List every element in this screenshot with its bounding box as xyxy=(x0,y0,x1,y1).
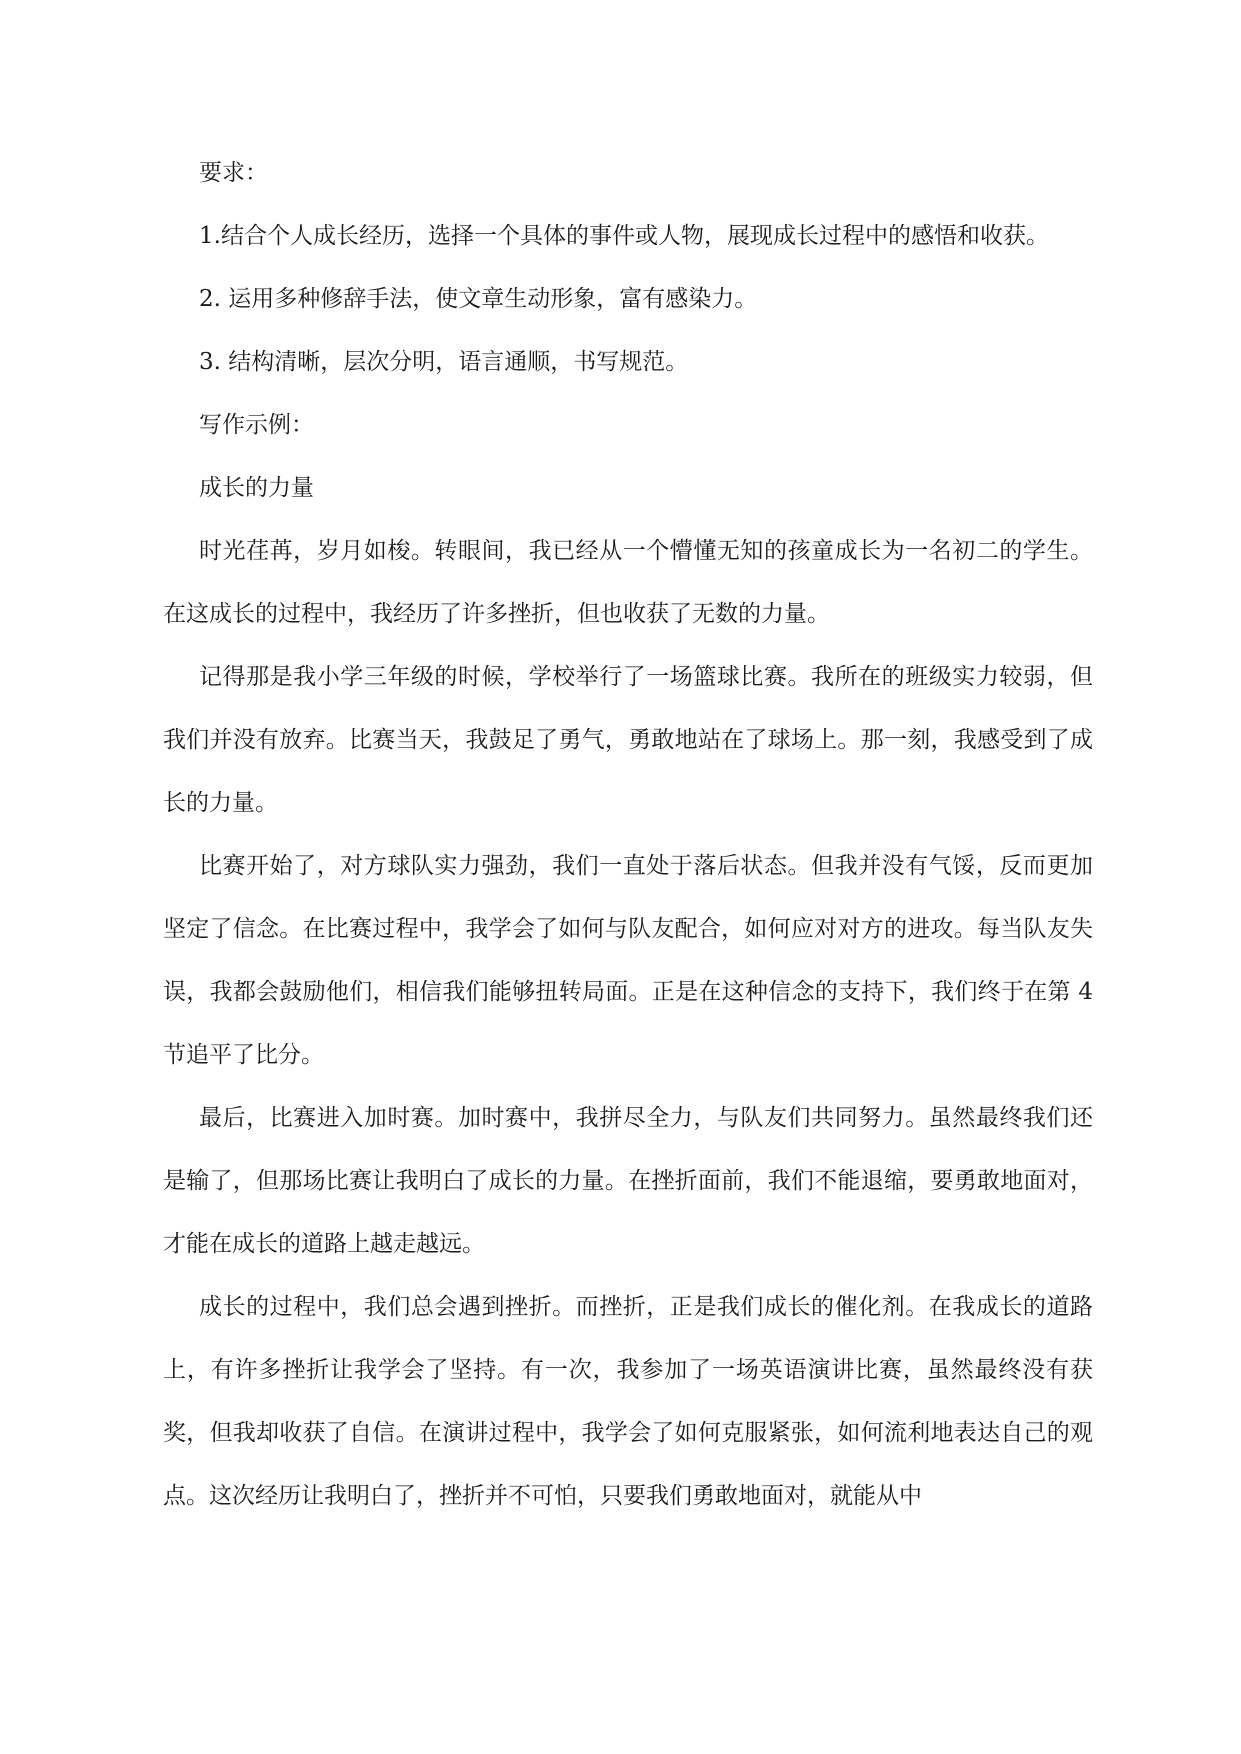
essay-title: 成长的力量 xyxy=(199,475,314,501)
requirements-heading: 要求： xyxy=(199,160,268,186)
requirement-item-1: 1.结合个人成长经历，选择一个具体的事件或人物，展现成长过程中的感悟和收获。 xyxy=(199,223,1049,249)
example-heading: 写作示例： xyxy=(199,412,314,438)
essay-paragraph-4: 最后，比赛进入加时赛。加时赛中，我拼尽全力，与队友们共同努力。虽然最终我们还是输了，但那场比赛让我明白了成长的力量。在挫折面前，我们不能退缩，要勇敢地面对，才能在成长的道路上越走越远。 xyxy=(163,1105,1093,1257)
requirement-item-2: 2. 运用多种修辞手法，使文章生动形象，富有感染力。 xyxy=(199,286,758,312)
essay-paragraph-1: 时光荏苒，岁月如梭。转眼间，我已经从一个懵懂无知的孩童成长为一名初二的学生。在这成长的过程中，我经历了许多挫折，但也收获了无数的力量。 xyxy=(163,538,1093,627)
document-body xyxy=(163,142,1093,1528)
essay-paragraph-3: 比赛开始了，对方球队实力强劲，我们一直处于落后状态。但我并没有气馁，反而更加坚定了信念。在比赛过程中，我学会了如何与队友配合，如何应对对方的进攻。每当队友失误，我都会鼓励他们，相信我们能够扭转局面。正是在这种信念的支持下，我们终于在第 4 节追平了比分。 xyxy=(163,853,1093,1068)
requirement-item-3: 3. 结构清晰，层次分明，语言通顺，书写规范。 xyxy=(199,349,689,375)
essay-paragraph-5: 成长的过程中，我们总会遇到挫折。而挫折，正是我们成长的催化剂。在我成长的道路上，有许多挫折让我学会了坚持。有一次，我参加了一场英语演讲比赛，虽然最终没有获奖，但我却收获了自信。在演讲过程中，我学会了如何克服紧张，如何流利地表达自己的观点。这次经历让我明白了，挫折并不可怕，只要我们勇敢地面对，就能从中 xyxy=(163,1294,1093,1509)
essay-paragraph-2: 记得那是我小学三年级的时候，学校举行了一场篮球比赛。我所在的班级实力较弱，但我们并没有放弃。比赛当天，我鼓足了勇气，勇敢地站在了球场上。那一刻，我感受到了成长的力量。 xyxy=(163,664,1093,816)
